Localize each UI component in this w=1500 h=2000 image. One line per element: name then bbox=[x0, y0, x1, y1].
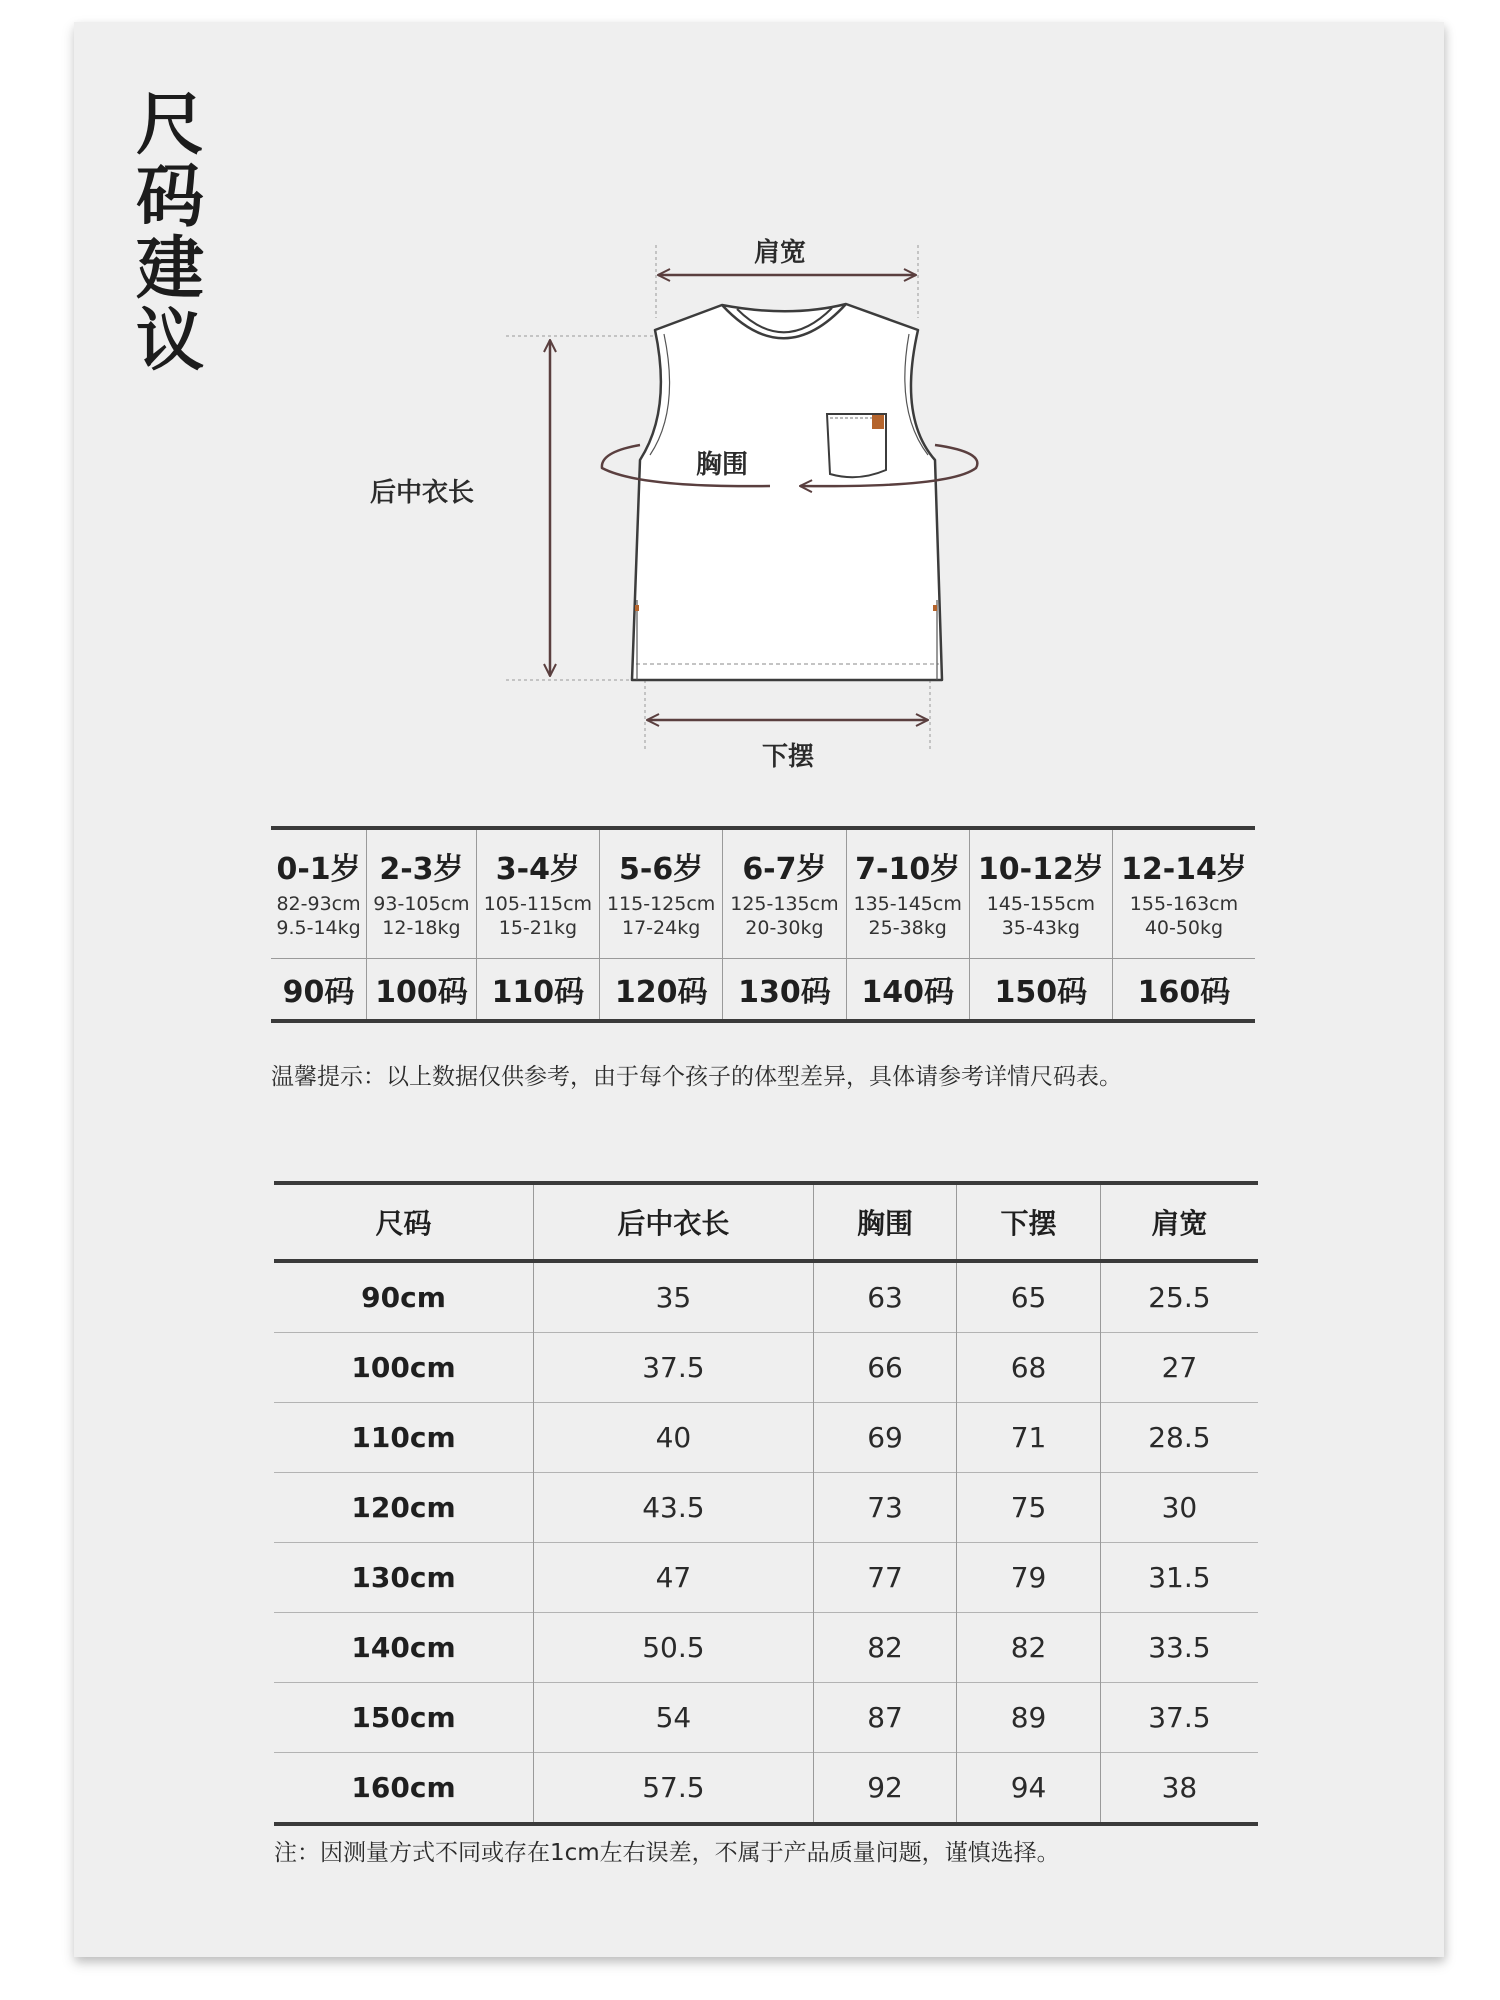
length-cell: 35 bbox=[534, 1261, 814, 1333]
age-cell: 6-7岁 bbox=[723, 828, 846, 892]
size-code-cell: 160码 bbox=[1112, 959, 1255, 1022]
title-char: 建 bbox=[136, 230, 205, 309]
size-cell: 110cm bbox=[274, 1403, 534, 1473]
size-code-cell: 100码 bbox=[367, 959, 477, 1022]
height-range: 105-115cm bbox=[483, 893, 593, 915]
length-cell: 43.5 bbox=[534, 1473, 814, 1543]
shoulder-label: 肩宽 bbox=[754, 238, 807, 268]
age-cell: 3-4岁 bbox=[476, 828, 599, 892]
length-cell: 50.5 bbox=[534, 1613, 814, 1683]
slit-tack-right bbox=[933, 605, 937, 611]
size-cell: 120cm bbox=[274, 1473, 534, 1543]
shoulder-cell: 37.5 bbox=[1100, 1683, 1258, 1753]
size-cell: 150cm bbox=[274, 1683, 534, 1753]
column-header: 后中衣长 bbox=[534, 1183, 814, 1261]
age-cell: 5-6岁 bbox=[600, 828, 723, 892]
size-code-cell: 110码 bbox=[476, 959, 599, 1022]
shoulder-cell: 30 bbox=[1100, 1473, 1258, 1543]
shoulder-cell: 27 bbox=[1100, 1333, 1258, 1403]
size-cell: 90cm bbox=[361, 1281, 446, 1314]
height-range: 155-163cm bbox=[1129, 893, 1239, 915]
hem-cell: 82 bbox=[957, 1613, 1101, 1683]
tank-top-diagram bbox=[0, 0, 1500, 800]
size-recommend-table bbox=[271, 826, 1255, 1023]
height-weight-cell bbox=[969, 892, 1112, 959]
length-cell: 37.5 bbox=[534, 1333, 814, 1403]
weight-range: 35-43kg bbox=[1001, 917, 1080, 939]
age-cell: 10-12岁 bbox=[969, 828, 1112, 892]
age-cell: 7-10岁 bbox=[846, 828, 969, 892]
chest-cell: 77 bbox=[813, 1543, 957, 1613]
length-cell: 54 bbox=[534, 1683, 814, 1753]
header-row bbox=[274, 1183, 1258, 1261]
height-range: 93-105cm bbox=[373, 893, 470, 915]
chest-cell: 82 bbox=[813, 1613, 957, 1683]
height-weight-cell bbox=[476, 892, 599, 959]
hem-label: 下摆 bbox=[762, 742, 815, 772]
weight-range: 12-18kg bbox=[382, 917, 461, 939]
table-row bbox=[274, 1403, 1258, 1473]
pocket-badge bbox=[872, 415, 884, 429]
table-row bbox=[274, 1473, 1258, 1543]
title-char: 议 bbox=[136, 302, 205, 381]
height-weight-cell bbox=[723, 892, 846, 959]
shoulder-cell: 31.5 bbox=[1100, 1543, 1258, 1613]
column-header: 尺码 bbox=[274, 1183, 534, 1261]
shoulder-cell: 25.5 bbox=[1100, 1261, 1258, 1333]
length-cell: 57.5 bbox=[534, 1753, 814, 1825]
age-cell: 2-3岁 bbox=[367, 828, 477, 892]
chest-label: 胸围 bbox=[696, 450, 749, 480]
length-cell: 47 bbox=[534, 1543, 814, 1613]
column-header: 胸围 bbox=[813, 1183, 957, 1261]
hem-cell: 75 bbox=[957, 1473, 1101, 1543]
shoulder-cell: 28.5 bbox=[1100, 1403, 1258, 1473]
size-code-row bbox=[271, 959, 1255, 1022]
hem-cell: 89 bbox=[957, 1683, 1101, 1753]
height-weight-cell bbox=[1112, 892, 1255, 959]
column-header: 下摆 bbox=[957, 1183, 1101, 1261]
weight-range: 20-30kg bbox=[745, 917, 824, 939]
height-range: 135-145cm bbox=[853, 893, 962, 915]
weight-range: 25-38kg bbox=[868, 917, 947, 939]
title-char: 尺 bbox=[136, 86, 205, 165]
height-range: 125-135cm bbox=[730, 893, 839, 915]
hem-cell: 79 bbox=[957, 1543, 1101, 1613]
size-code-cell: 140码 bbox=[846, 959, 969, 1022]
age-row bbox=[271, 828, 1255, 892]
table-row bbox=[274, 1753, 1258, 1825]
weight-range: 40-50kg bbox=[1144, 917, 1224, 939]
size-code-cell: 90码 bbox=[271, 959, 367, 1022]
hem-cell: 65 bbox=[957, 1261, 1101, 1333]
height-range: 82-93cm bbox=[276, 893, 361, 915]
table-row bbox=[274, 1261, 1258, 1333]
hem-cell: 68 bbox=[957, 1333, 1101, 1403]
size-cell: 100cm bbox=[274, 1333, 534, 1403]
height-weight-row bbox=[271, 892, 1255, 959]
height-weight-cell bbox=[600, 892, 723, 959]
height-weight-cell bbox=[846, 892, 969, 959]
height-range: 145-155cm bbox=[986, 893, 1096, 915]
length-cell: 40 bbox=[534, 1403, 814, 1473]
column-header: 肩宽 bbox=[1100, 1183, 1258, 1261]
chest-cell: 92 bbox=[813, 1753, 957, 1825]
age-cell: 0-1岁 bbox=[276, 852, 361, 887]
size-code-cell: 130码 bbox=[723, 959, 846, 1022]
height-weight-cell bbox=[367, 892, 477, 959]
disclaimer-note: 注：因测量方式不同或存在1cm左右误差，不属于产品质量问题，谨慎选择。 bbox=[274, 1840, 1060, 1866]
age-cell: 12-14岁 bbox=[1112, 828, 1255, 892]
weight-range: 17-24kg bbox=[622, 917, 701, 939]
size-code-cell: 150码 bbox=[969, 959, 1112, 1022]
tank-top-outline bbox=[632, 304, 942, 680]
length-label: 后中衣长 bbox=[370, 478, 475, 508]
measurement-table bbox=[274, 1181, 1258, 1826]
hem-cell: 71 bbox=[957, 1403, 1101, 1473]
table-row bbox=[274, 1543, 1258, 1613]
height-weight-cell bbox=[271, 892, 367, 959]
size-cell: 130cm bbox=[274, 1543, 534, 1613]
table-row bbox=[274, 1333, 1258, 1403]
chest-cell: 69 bbox=[813, 1403, 957, 1473]
tip-text: 温馨提示：以上数据仅供参考，由于每个孩子的体型差异，具体请参考详情尺码表。 bbox=[271, 1064, 1122, 1090]
size-cell: 160cm bbox=[274, 1753, 534, 1825]
chest-cell: 73 bbox=[813, 1473, 957, 1543]
size-cell: 140cm bbox=[274, 1613, 534, 1683]
chest-cell: 63 bbox=[813, 1261, 957, 1333]
table-row bbox=[274, 1613, 1258, 1683]
shoulder-cell: 38 bbox=[1100, 1753, 1258, 1825]
weight-range: 9.5-14kg bbox=[276, 917, 361, 939]
chest-cell: 66 bbox=[813, 1333, 957, 1403]
table-row bbox=[274, 1683, 1258, 1753]
shoulder-cell: 33.5 bbox=[1100, 1613, 1258, 1683]
chest-cell: 87 bbox=[813, 1683, 957, 1753]
height-range: 115-125cm bbox=[606, 893, 716, 915]
weight-range: 15-21kg bbox=[498, 917, 578, 939]
slit-tack-left bbox=[635, 605, 639, 611]
hem-cell: 94 bbox=[957, 1753, 1101, 1825]
title-char: 码 bbox=[136, 158, 205, 237]
size-code-cell: 120码 bbox=[600, 959, 723, 1022]
